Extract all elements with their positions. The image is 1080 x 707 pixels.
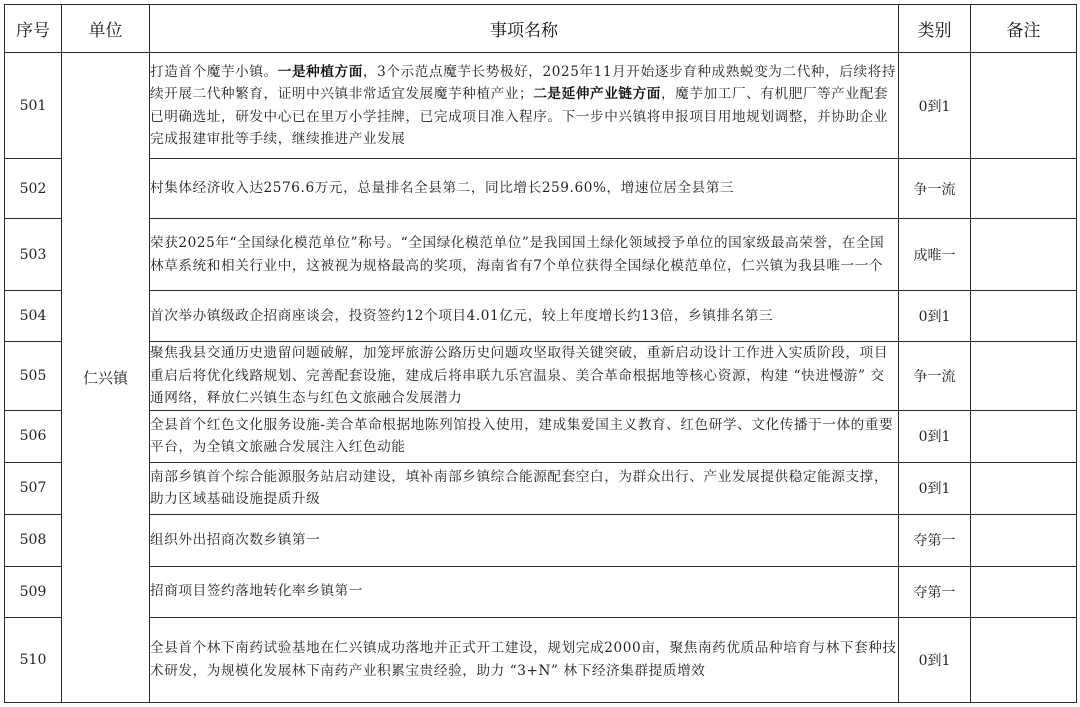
table-row xyxy=(5,514,1077,566)
item-bold-text: 一是种植方面 xyxy=(277,63,363,80)
row-seq: 505 xyxy=(5,342,62,411)
row-item: 首次举办镇级政企招商座谈会，投资签约12个项目4.01亿元，较上年度增长约13倍，乡镇排名第三 xyxy=(150,291,899,342)
row-seq: 503 xyxy=(5,219,62,291)
row-category: 夺第一 xyxy=(899,566,971,617)
row-item: 组织外出招商次数乡镇第一 xyxy=(150,514,899,566)
table-row xyxy=(5,566,1077,617)
row-category: 争一流 xyxy=(899,342,971,411)
header-remarks: 备注 xyxy=(971,5,1077,53)
row-category: 0到1 xyxy=(899,617,971,702)
row-seq: 507 xyxy=(5,462,62,514)
row-seq: 504 xyxy=(5,291,62,342)
achievements-table xyxy=(4,4,1077,703)
row-seq: 509 xyxy=(5,566,62,617)
row-category: 0到1 xyxy=(899,291,971,342)
row-seq: 508 xyxy=(5,514,62,566)
row-seq: 506 xyxy=(5,410,62,462)
row-category: 成唯一 xyxy=(899,219,971,291)
table-row xyxy=(5,462,1077,514)
item-text: ，3个示范点魔芋长势极好，2025年11月开始逐步育种成熟蜕变为二代种，后续将持续开展二代种繁育，证明中兴镇非常适宜发展魔芋种植产业； xyxy=(150,63,897,102)
row-remarks xyxy=(971,514,1077,566)
row-remarks xyxy=(971,219,1077,291)
row-item: 全县首个林下南药试验基地在仁兴镇成功落地并正式开工建设，规划完成2000亩，聚焦南药优质品种培育与林下套种技术研发，为规模化发展林下南药产业积累宝贵经验，助力 “3+N” 林下经济集群提质增效 xyxy=(150,617,899,702)
row-item: 村集体经济收入达2576.6万元，总量排名全县第二，同比增长259.60%，增速位居全县第三 xyxy=(150,159,899,219)
row-item xyxy=(150,53,899,159)
item-bold-text: 二是延伸产业链方面 xyxy=(533,86,661,102)
row-remarks xyxy=(971,53,1077,159)
row-category: 0到1 xyxy=(899,410,971,462)
row-remarks xyxy=(971,342,1077,411)
row-item: 荣获2025年“全国绿化模范单位”称号。“全国绿化模范单位”是我国国土绿化领域授予单位的国家级最高荣誉，在全国林草系统和相关行业中，这被视为规格最高的奖项，海南省有7个单位获得全国绿化模范单位，仁兴镇为我县唯一一个 xyxy=(150,219,899,291)
row-item: 全县首个红色文化服务设施-美合革命根据地陈列馆投入使用，建成集爱国主义教育、红色研学、文化传播于一体的重要平台，为全镇文旅融合发展注入红色动能 xyxy=(150,410,899,462)
table-row xyxy=(5,159,1077,219)
table-header-row xyxy=(5,5,1077,53)
table-row xyxy=(5,617,1077,702)
row-seq: 510 xyxy=(5,617,62,702)
row-category: 夺第一 xyxy=(899,514,971,566)
row-remarks xyxy=(971,159,1077,219)
row-item: 招商项目签约落地转化率乡镇第一 xyxy=(150,566,899,617)
header-category: 类别 xyxy=(899,5,971,53)
table-row xyxy=(5,342,1077,411)
row-category: 0到1 xyxy=(899,53,971,159)
row-remarks xyxy=(971,617,1077,702)
table-row xyxy=(5,291,1077,342)
table-row xyxy=(5,53,1077,159)
header-seq: 序号 xyxy=(5,5,62,53)
row-seq: 501 xyxy=(5,53,62,159)
row-remarks xyxy=(971,462,1077,514)
unit-cell: 仁兴镇 xyxy=(62,53,150,703)
row-category: 争一流 xyxy=(899,159,971,219)
row-remarks xyxy=(971,410,1077,462)
row-seq: 502 xyxy=(5,159,62,219)
item-text: ，魔芋加工厂、有机肥厂等产业配套已明确选址，研发中心已在里万小学挂牌，已完成项目准入程序。下一步中兴镇将申报项目用地规划调整，并协助企业完成报建审批等手续，继续推进产业发展 xyxy=(150,86,889,147)
row-item: 聚焦我县交通历史遗留问题破解，加笼坪旅游公路历史问题攻坚取得关键突破，重新启动设计工作进入实质阶段，项目重启后将优化线路规划、完善配套设施，建成后将串联九乐宫温泉、美合革命根据地等核心资源，构建 “快进慢游” 交通网络，释放仁兴镇生态与红色文旅融合发展潜力 xyxy=(150,342,899,411)
row-remarks xyxy=(971,566,1077,617)
row-item: 南部乡镇首个综合能源服务站启动建设，填补南部乡镇综合能源配套空白，为群众出行、产业发展提供稳定能源支撑，助力区域基础设施提质升级 xyxy=(150,462,899,514)
table-row xyxy=(5,219,1077,291)
table-row xyxy=(5,410,1077,462)
header-unit: 单位 xyxy=(62,5,150,53)
row-remarks xyxy=(971,291,1077,342)
header-item: 事项名称 xyxy=(150,5,899,53)
row-category: 0到1 xyxy=(899,462,971,514)
item-text: 打造首个魔芋小镇。 xyxy=(150,63,278,80)
